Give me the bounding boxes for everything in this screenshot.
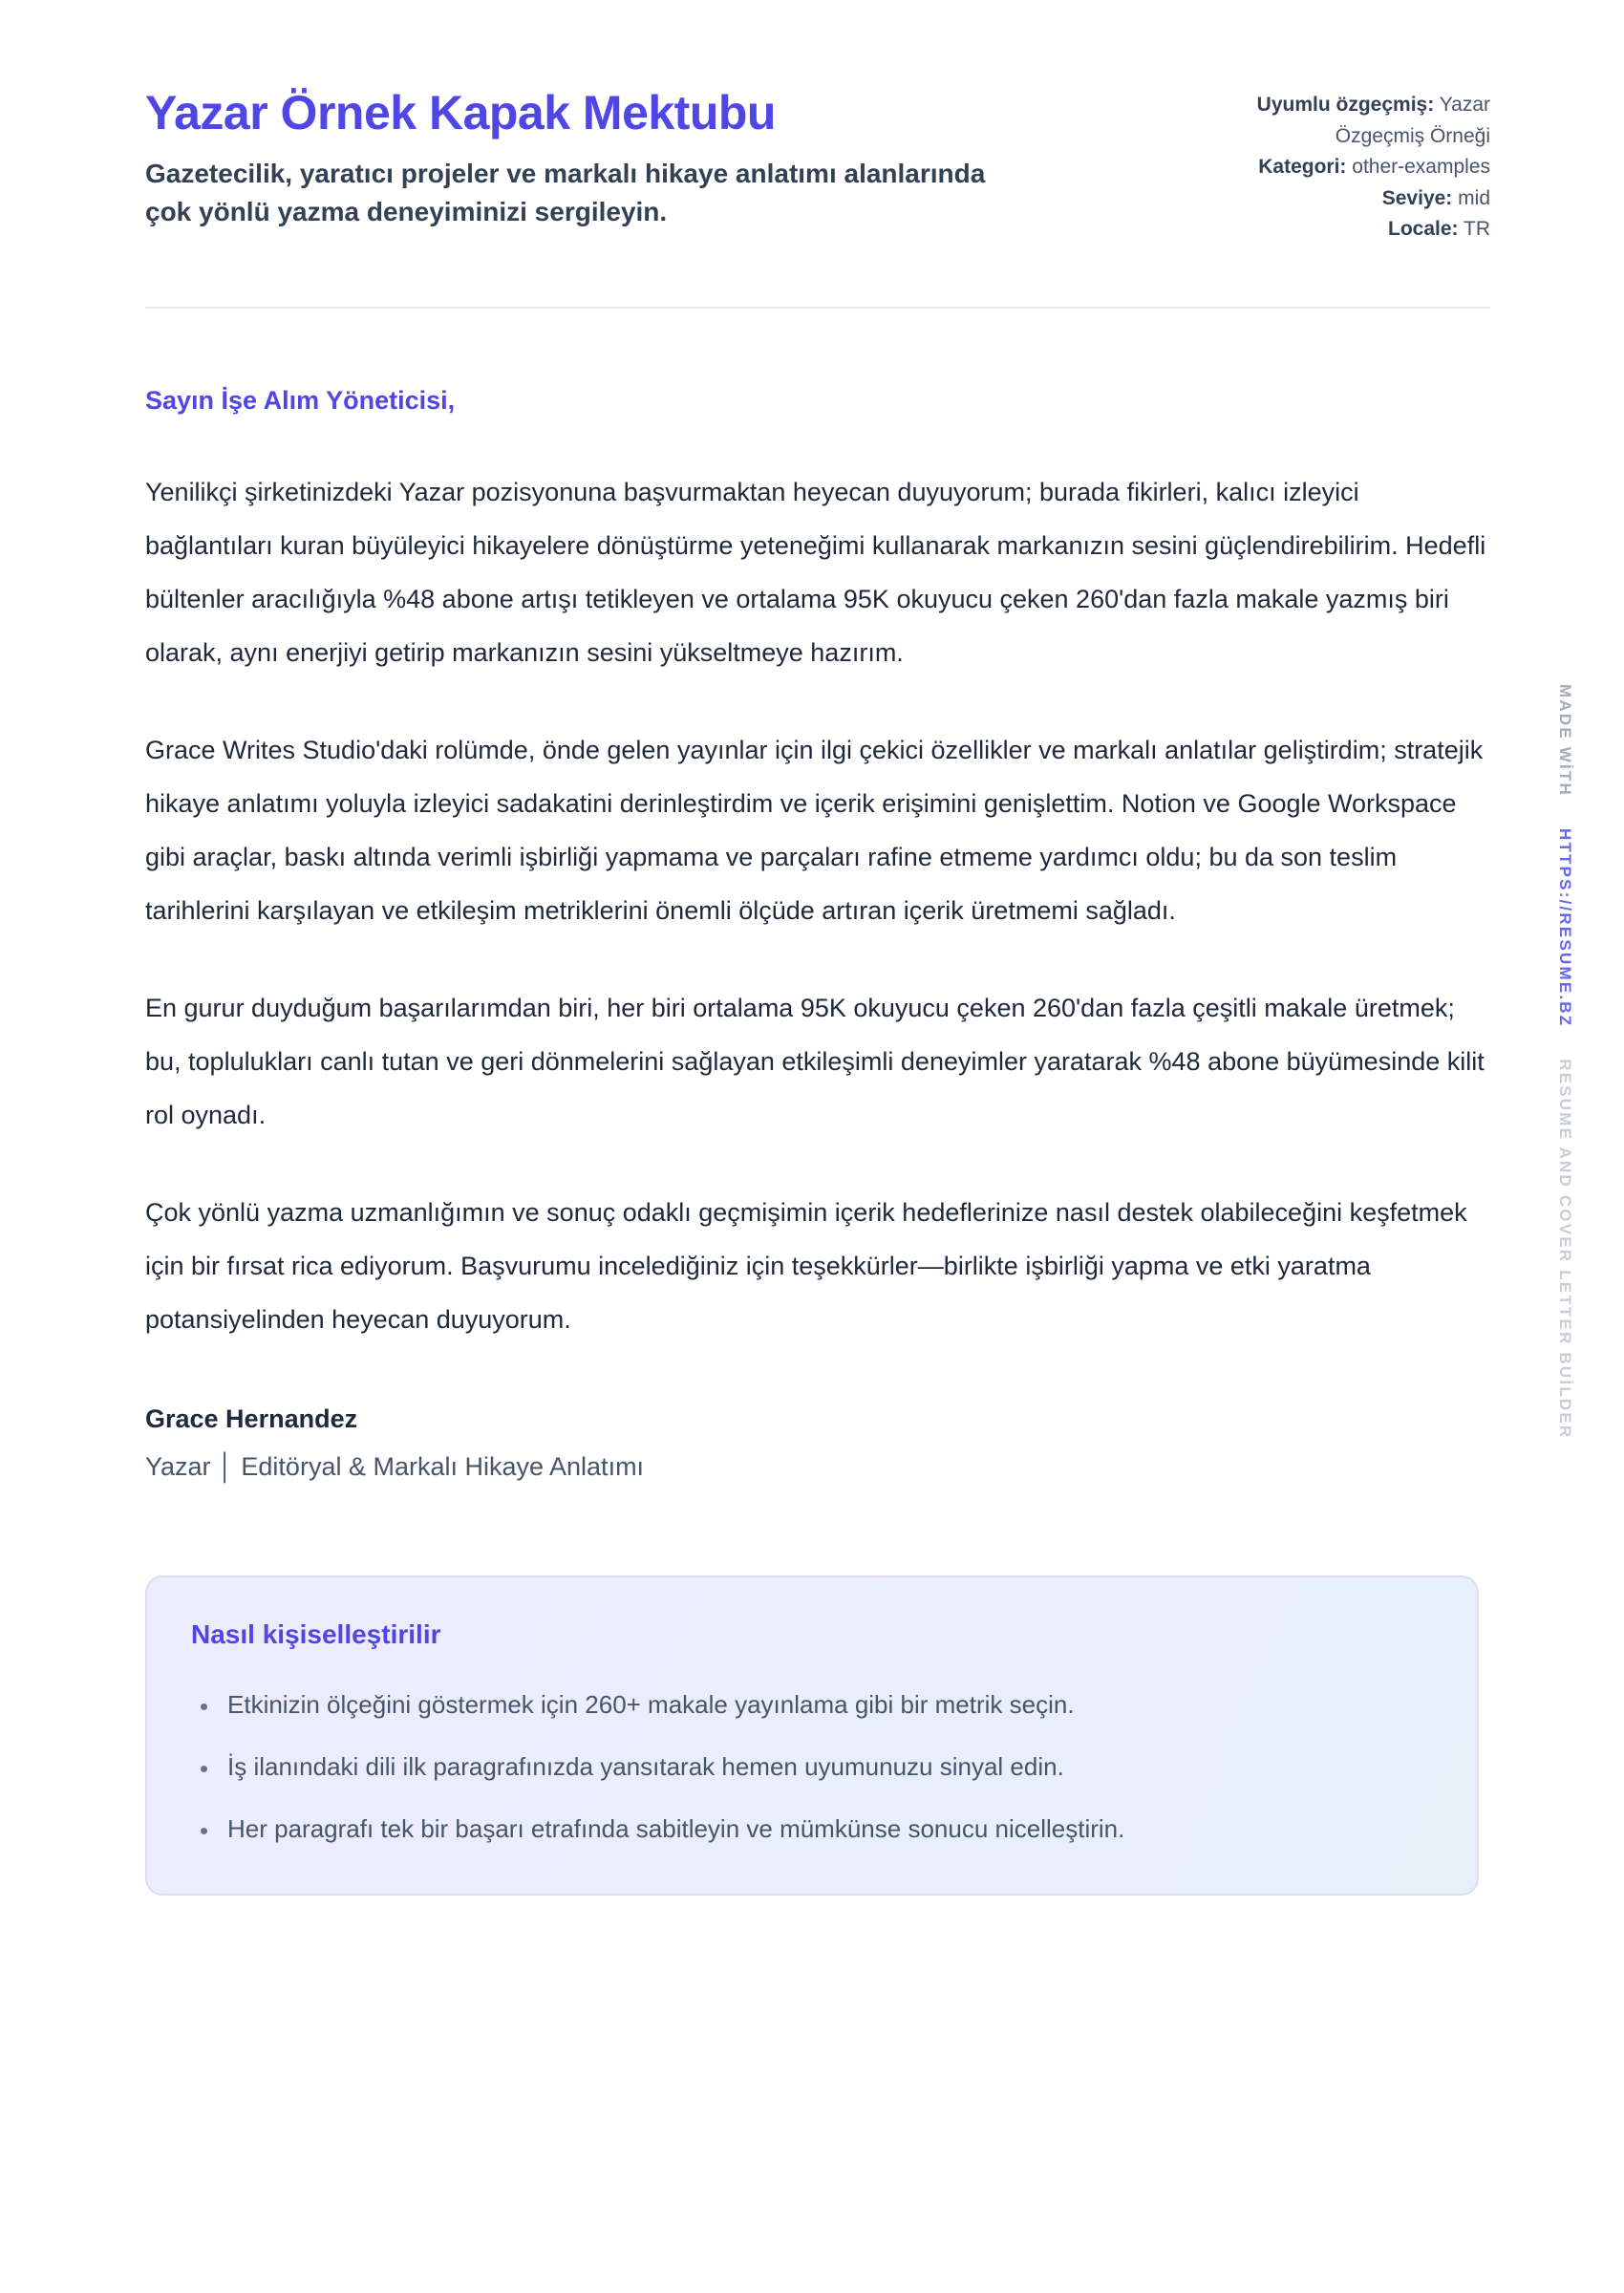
meta-level: [1242, 183, 1490, 215]
tip-item: • Her paragrafı tek bir başarı etrafında sabitleyin ve mümkünse sonucu nicelleştirin.: [220, 1811, 1433, 1848]
meta-label-level: Seviye:: [1381, 186, 1453, 209]
watermark-made-with-label: MADE WİTH: [1556, 684, 1574, 798]
letter-paragraph: Grace Writes Studio'daki rolümde, önde gelen yayınlar için ilgi çekici özellikler ve markalı anlatılar geliştirdim; stratejik hikaye anlatımı yoluyla izleyici sadakatini derinleştirdim ve içerik erişimini genişlettim. Notion ve Google Workspace gibi araçlar, baskı altında verimli işbirliği yapmama ve parçaları rafine etmeme yardımcı oldu; bu da son teslim tarihlerini karşılayan ve etkileşim metriklerini önemli ölçüde artıran içerik üretmemi sağladı.: [145, 736, 1484, 926]
header-divider: [145, 307, 1490, 309]
letter-paragraph: Yenilikçi şirketinizdeki Yazar pozisyonuna başvurmaktan heyecan duyuyorum; burada fikirleri, kalıcı izleyici bağlantıları kuran büyüleyici hikayelere dönüştürme yeteneğimi kullanarak markanızın sesini güçlendirebilirim. Hedefli bültenler aracılığıyla %48 abone artışı tetikleyen ve ortalama 95K okuyucu çeken 260'dan fazla makale yazmış biri olarak, aynı enerjiyi getirip markanızın sesini yükseltmeye hazırım.: [145, 478, 1486, 668]
meta-value-category: other-examples: [1352, 156, 1490, 179]
watermark-resume-bz-link[interactable]: HTTPS://RESUME.BZ: [1556, 827, 1574, 1028]
meta-value-locale: TR: [1464, 218, 1490, 241]
meta-category: [1242, 152, 1490, 183]
tips-list: [191, 1686, 1433, 1848]
page-header: [145, 86, 1490, 246]
meta-value-matching-resume: Yazar Özgeçmiş Örneği: [1335, 94, 1490, 147]
watermark-sidebar: [1555, 684, 1574, 1439]
meta-locale: [1242, 214, 1490, 246]
meta-panel: [1242, 86, 1490, 246]
tip-item: • İş ilanındaki dili ilk paragrafınızda yansıtarak hemen uyumunuzu sinyal edin.: [220, 1748, 1433, 1786]
signature-name: Grace Hernandez: [145, 1404, 358, 1434]
letter-paragraph: En gurur duyduğum başarılarımdan biri, her biri ortalama 95K okuyucu çeken 260'dan fazla çeşitli makale üretmek; bu, toplulukları canlı tutan ve geri dönmelerini sağlayan etkileşimli deneyimler yaratarak %48 abone büyümesinde kilit rol oynadı.: [145, 994, 1485, 1130]
meta-label-locale: Locale:: [1388, 218, 1459, 241]
header-title-block: [145, 86, 1034, 232]
personalization-tips-card: [145, 1575, 1479, 1896]
tip-item: • Etkinizin ölçeğini göstermek için 260+ makale yayınlama gibi bir metrik seçin.: [220, 1686, 1433, 1724]
meta-matching-resume: [1242, 90, 1490, 152]
watermark-builder-label: RESUME AND COVER LETTER BUİLDER: [1556, 1059, 1574, 1440]
meta-label-matching-resume: Uyumlu özgeçmiş:: [1256, 94, 1435, 116]
tips-heading: Nasıl kişiselleştirilir: [191, 1618, 441, 1649]
letter-greeting: Sayın İşe Alım Yöneticisi,: [145, 385, 456, 415]
page-title: Yazar Örnek Kapak Mektubu: [145, 86, 776, 139]
cover-letter-page: [145, 86, 1490, 1896]
meta-label-category: Kategori:: [1258, 156, 1347, 179]
page-subtitle: Gazetecilik, yaratıcı projeler ve markalı hikaye anlatımı alanlarında çok yönlü yazma deneyiminizi sergileyin.: [145, 158, 986, 227]
meta-value-level: mid: [1458, 186, 1490, 209]
signature-title: Yazar │ Editöryal & Markalı Hikaye Anlatımı: [145, 1452, 645, 1482]
letter-paragraph: Çok yönlü yazma uzmanlığımın ve sonuç odaklı geçmişimin içerik hedeflerinize nasıl destek olabileceğini keşfetmek için bir fırsat rica ediyorum. Başvurumu incelediğiniz için teşekkürler—birlikte işbirliği yapma ve etki yaratma potansiyelinden heyecan duyuyorum.: [145, 1198, 1467, 1335]
letter-body: [145, 381, 1490, 1486]
